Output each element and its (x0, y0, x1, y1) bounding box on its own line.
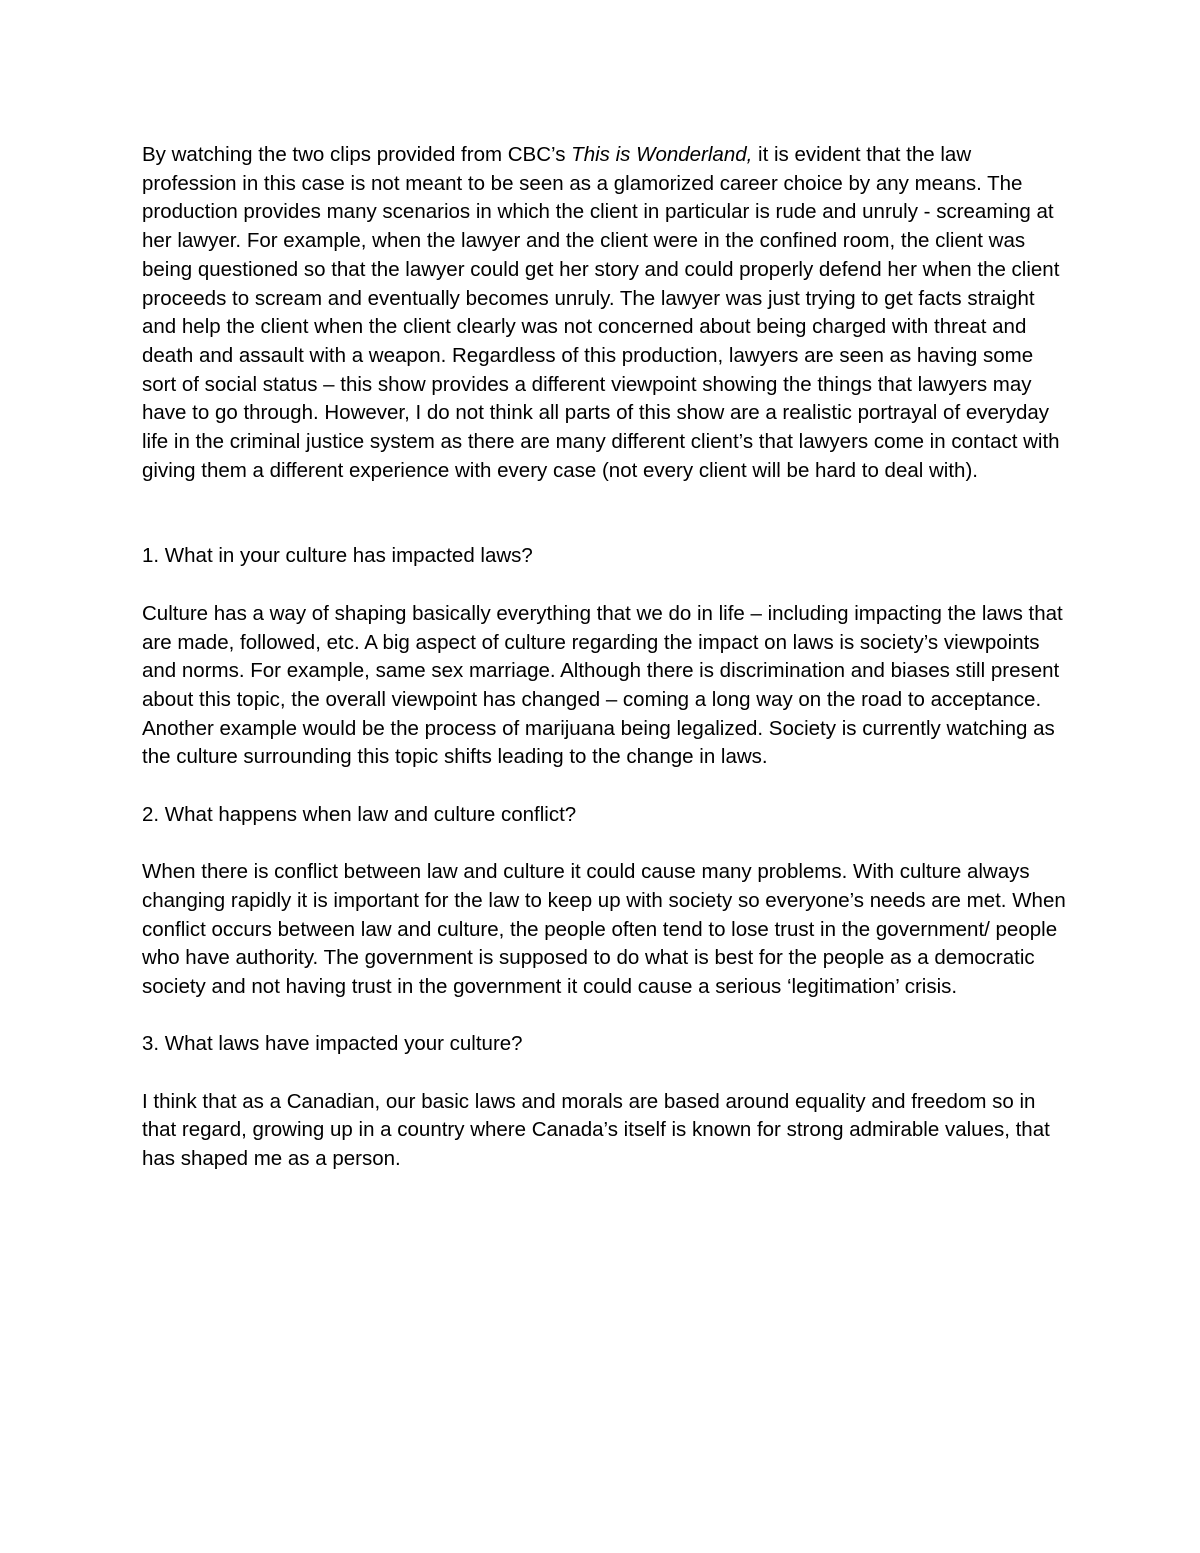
answer-2: When there is conflict between law and culture it could cause many problems. With culture always changing rapidly it is important for the law to keep up with society so everyone’s needs are met. When conflict occurs between law and culture, the people often tend to lose trust in the government/ people who have authority. The government is supposed to do what is best for the people as a democratic society and not having trust in the government it could cause a serious ‘legitimation’ crisis. (142, 860, 1066, 998)
answer-1: Culture has a way of shaping basically everything that we do in life – including impacting the laws that are made, followed, etc. A big aspect of culture regarding the impact on laws is society’s viewpoints and norms. For example, same sex marriage. Although there is discrimination and biases still present about this topic, the overall viewpoint has changed – coming a long way on the road to acceptance. Another example would be the process of marijuana being legalized. Society is currently watching as the culture surrounding this topic shifts leading to the change in laws. (142, 601, 1063, 769)
document-body (142, 141, 1067, 1174)
question-3: 3. What laws have impacted your culture? (142, 1032, 523, 1056)
spacer (142, 772, 1067, 801)
question-1: 1. What in your culture has impacted laws? (142, 544, 533, 568)
answer-3: I think that as a Canadian, our basic laws and morals are based around equality and freedom so in that regard, growing up in a country where Canada’s itself is known for strong admirable values, that has shaped me as a person. (142, 1089, 1050, 1171)
spacer (142, 1002, 1067, 1031)
spacer (142, 571, 1067, 600)
intro-text-rest: it is evident that the law profession in this case is not meant to be seen as a glamorized career choice by any means. The production provides many scenarios in which the client in particular is rude and unruly - screaming at her lawyer. For example, when the lawyer and the client were in the confined room, the client was being questioned so that the lawyer could get her story and could properly defend her when the client proceeds to scream and eventually becomes unruly. The lawyer was just trying to get facts straight and help the client when the client clearly was not concerned about being charged with threat and death and assault with a weapon. Regardless of this production, lawyers are seen as having some sort of social status – this show provides a different viewpoint showing the things that lawyers may have to go through. However, I do not think all parts of this show are a realistic portrayal of everyday life in the criminal justice system as there are many different client’s that lawyers come in contact with giving them a different experience with every case (not every client will be hard to deal with). (142, 143, 1060, 482)
spacer (142, 829, 1067, 858)
intro-paragraph (142, 141, 1067, 485)
question-2: 2. What happens when law and culture conflict? (142, 802, 577, 826)
intro-text-start: By watching the two clips provided from CBC’s (142, 143, 572, 166)
spacer (142, 485, 1067, 542)
show-title: This is Wonderland, (571, 143, 753, 166)
spacer (142, 1059, 1067, 1088)
